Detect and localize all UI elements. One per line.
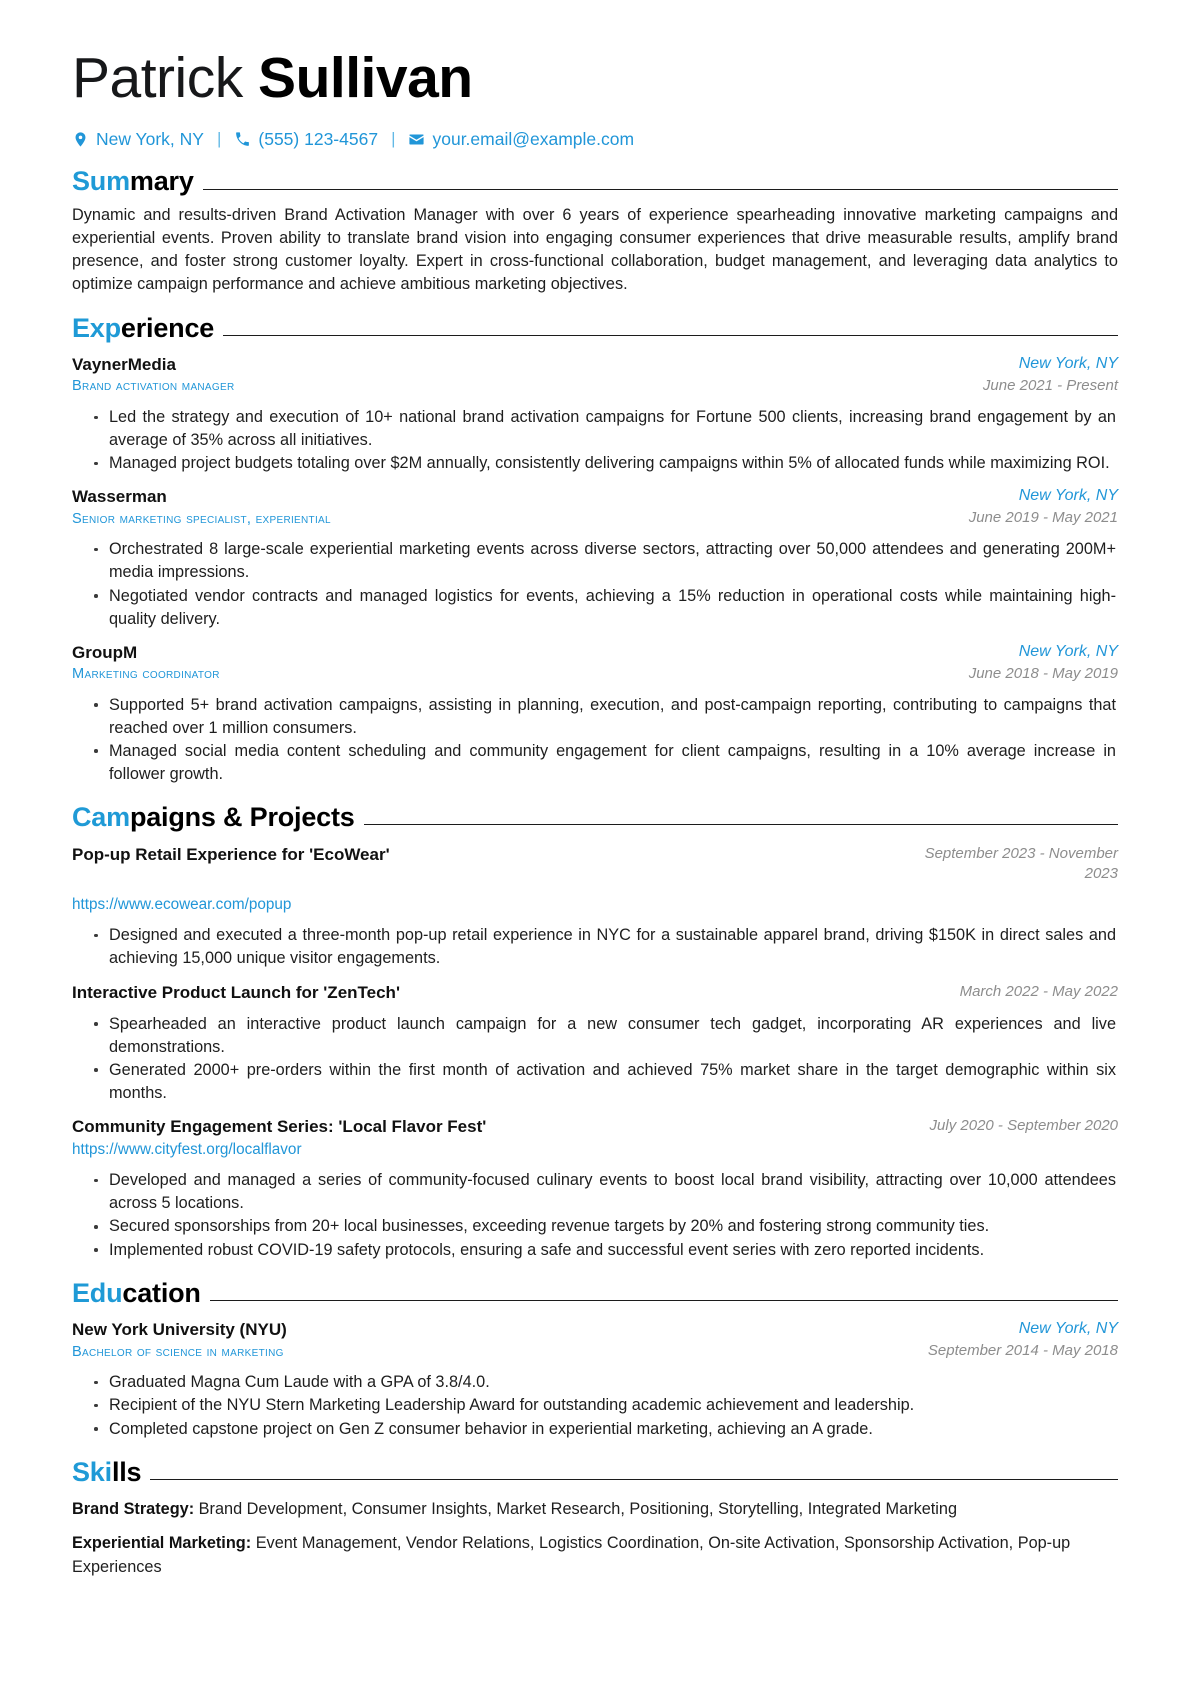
- bullet-item: Completed capstone project on Gen Z consumer behavior in experiential marketing, achieving an A grade.: [109, 1418, 1118, 1441]
- section-campaigns: [72, 803, 1118, 1262]
- phone-text: (555) 123-4567: [258, 128, 379, 149]
- skills-heading-accent: Ski: [72, 1456, 112, 1487]
- bullet-item: Secured sponsorships from 20+ local businesses, exceeding revenue targets by 20% and fostering strong community ties.: [109, 1215, 1118, 1238]
- bullet-item: Generated 2000+ pre-orders within the first month of activation and achieved 75% market share in the target demographic within six months.: [109, 1059, 1118, 1105]
- location-pin-icon: [72, 131, 89, 148]
- education-heading: [72, 1279, 1118, 1309]
- project-bullets: [72, 924, 1118, 970]
- project-bullets: [72, 1169, 1118, 1262]
- education-bullets: [72, 1371, 1118, 1440]
- project-bullets: [72, 1013, 1118, 1106]
- project-entry: [72, 844, 1118, 971]
- job-dates: June 2019 - May 2021: [968, 509, 1118, 527]
- skill-row: [72, 1498, 1118, 1521]
- project-link[interactable]: https://www.ecowear.com/popup: [72, 896, 292, 914]
- summary-heading: [72, 167, 1118, 197]
- campaigns-heading: [72, 803, 1118, 833]
- job-bullets: [72, 538, 1118, 631]
- experience-entry: [72, 642, 1118, 786]
- bullet-item: Graduated Magna Cum Laude with a GPA of 3.8/4.0.: [109, 1371, 1118, 1394]
- education-heading-rule: [210, 1300, 1118, 1301]
- bullet-item: Implemented robust COVID-19 safety protocols, ensuring a safe and successful event series with zero reported incidents.: [109, 1239, 1118, 1262]
- project-dates: March 2022 - May 2022: [959, 982, 1118, 1000]
- campaigns-heading-rest: paigns & Projects: [129, 802, 355, 833]
- phone-icon: [234, 131, 251, 148]
- section-education: [72, 1279, 1118, 1441]
- job-location: New York, NY: [1018, 487, 1118, 505]
- education-heading-rest: cation: [122, 1277, 201, 1308]
- project-title: Pop-up Retail Experience for 'EcoWear': [72, 844, 390, 864]
- education-heading-accent: Edu: [72, 1277, 123, 1308]
- school-dates: September 2014 - May 2018: [927, 1342, 1118, 1360]
- skills-heading: [72, 1458, 1118, 1488]
- project-dates: September 2023 - November 2023: [924, 844, 1118, 882]
- bullet-item: Recipient of the NYU Stern Marketing Leadership Award for outstanding academic achievement and leadership.: [109, 1394, 1118, 1417]
- experience-heading-rest: erience: [120, 312, 215, 343]
- bullet-item: Led the strategy and execution of 10+ national brand activation campaigns for Fortune 500 clients, increasing brand engagement by an average of 35% across all initiatives.: [109, 406, 1118, 452]
- job-title: Marketing coordinator: [72, 665, 220, 682]
- email-text: your.email@example.com: [432, 128, 635, 149]
- job-dates: June 2018 - May 2019: [968, 664, 1118, 682]
- skill-items: Brand Development, Consumer Insights, Market Research, Positioning, Storytelling, Integrated Marketing: [198, 1500, 958, 1519]
- contact-separator-2: |: [391, 128, 396, 148]
- contact-location[interactable]: [72, 128, 204, 151]
- summary-heading-rule: [203, 189, 1118, 190]
- contact-line: [72, 128, 1118, 151]
- bullet-item: Negotiated vendor contracts and managed logistics for events, achieving a 15% reduction in operational costs while maintaining high-quality delivery.: [109, 585, 1118, 631]
- project-entry: [72, 982, 1118, 1106]
- project-dates: July 2020 - September 2020: [929, 1117, 1118, 1135]
- job-title: Senior marketing specialist, experiential: [72, 510, 331, 527]
- experience-heading: [72, 314, 1118, 344]
- last-name: Sullivan: [258, 46, 473, 110]
- experience-heading-accent: Exp: [72, 312, 121, 343]
- company-name: VaynerMedia: [72, 355, 176, 375]
- bullet-item: Orchestrated 8 large-scale experiential marketing events across diverse sectors, attracting over 50,000 attendees and generating 200M+ media impressions.: [109, 538, 1118, 584]
- job-bullets: [72, 694, 1118, 787]
- campaigns-heading-accent: Cam: [72, 802, 130, 833]
- location-text: New York, NY: [96, 128, 204, 149]
- experience-entry: [72, 354, 1118, 475]
- school-name: New York University (NYU): [72, 1320, 287, 1340]
- candidate-name: [72, 48, 1118, 110]
- bullet-item: Managed project budgets totaling over $2M annually, consistently delivering campaigns within 5% of allocated funds while maximizing ROI.: [109, 452, 1118, 475]
- job-dates: June 2021 - Present: [982, 377, 1118, 395]
- job-location: New York, NY: [1018, 642, 1118, 660]
- bullet-item: Developed and managed a series of community-focused culinary events to boost local brand visibility, attracting over 10,000 attendees across 5 locations.: [109, 1169, 1118, 1215]
- company-name: Wasserman: [72, 487, 167, 507]
- campaigns-heading-rule: [364, 824, 1118, 825]
- company-name: GroupM: [72, 642, 138, 662]
- summary-heading-accent: Sum: [72, 166, 130, 197]
- skills-heading-rest: lls: [111, 1456, 142, 1487]
- section-summary: [72, 167, 1118, 296]
- job-location: New York, NY: [1018, 355, 1118, 373]
- contact-separator-1: |: [216, 128, 222, 148]
- project-entry: [72, 1116, 1118, 1262]
- first-name: Patrick: [72, 46, 243, 110]
- skill-items: Event Management, Vendor Relations, Logistics Coordination, On-site Activation, Sponsorship Activation, Pop-up Experiences: [72, 1534, 1071, 1576]
- project-title: Interactive Product Launch for 'ZenTech': [72, 982, 400, 1002]
- degree-title: Bachelor of science in marketing: [72, 1343, 284, 1360]
- summary-text: Dynamic and results-driven Brand Activation Manager with over 6 years of experience spearheading innovative marketing campaigns and experiential events. Proven ability to translate brand vision into engaging consumer experiences that drive measurable results, amplify brand presence, and foster strong customer loyalty. Expert in cross-functional collaboration, budget management, and leveraging data analytics to optimize campaign performance and achieve ambitious marketing objectives.: [72, 205, 1118, 294]
- resume-header: [72, 48, 1118, 150]
- section-experience: [72, 314, 1118, 787]
- education-entry: [72, 1319, 1118, 1440]
- project-title: Community Engagement Series: 'Local Flavor Fest': [72, 1117, 487, 1137]
- skill-category: Brand Strategy:: [72, 1500, 195, 1519]
- contact-email[interactable]: [408, 128, 634, 151]
- school-location: New York, NY: [1018, 1320, 1118, 1338]
- project-link[interactable]: https://www.cityfest.org/localflavor: [72, 1141, 302, 1159]
- envelope-icon: [408, 131, 425, 148]
- section-skills: [72, 1458, 1118, 1579]
- bullet-item: Spearheaded an interactive product launch campaign for a new consumer tech gadget, incorporating AR experiences and live demonstrations.: [109, 1013, 1118, 1059]
- skill-row: [72, 1532, 1118, 1578]
- experience-entry: [72, 486, 1118, 630]
- experience-heading-rule: [223, 335, 1118, 336]
- bullet-item: Designed and executed a three-month pop-up retail experience in NYC for a sustainable apparel brand, driving $150K in direct sales and achieving 15,000 unique visitor engagements.: [109, 924, 1118, 970]
- skills-heading-rule: [150, 1479, 1118, 1480]
- job-title: Brand activation manager: [72, 378, 235, 395]
- bullet-item: Managed social media content scheduling and community engagement for client campaigns, resulting in a 10% average increase in follower growth.: [109, 740, 1118, 786]
- summary-heading-rest: mary: [129, 166, 194, 197]
- bullet-item: Supported 5+ brand activation campaigns, assisting in planning, execution, and post-campaign reporting, contributing to campaigns that reached over 1 million consumers.: [109, 694, 1118, 740]
- job-bullets: [72, 406, 1118, 475]
- contact-phone[interactable]: [234, 128, 378, 151]
- skill-category: Experiential Marketing:: [72, 1534, 252, 1553]
